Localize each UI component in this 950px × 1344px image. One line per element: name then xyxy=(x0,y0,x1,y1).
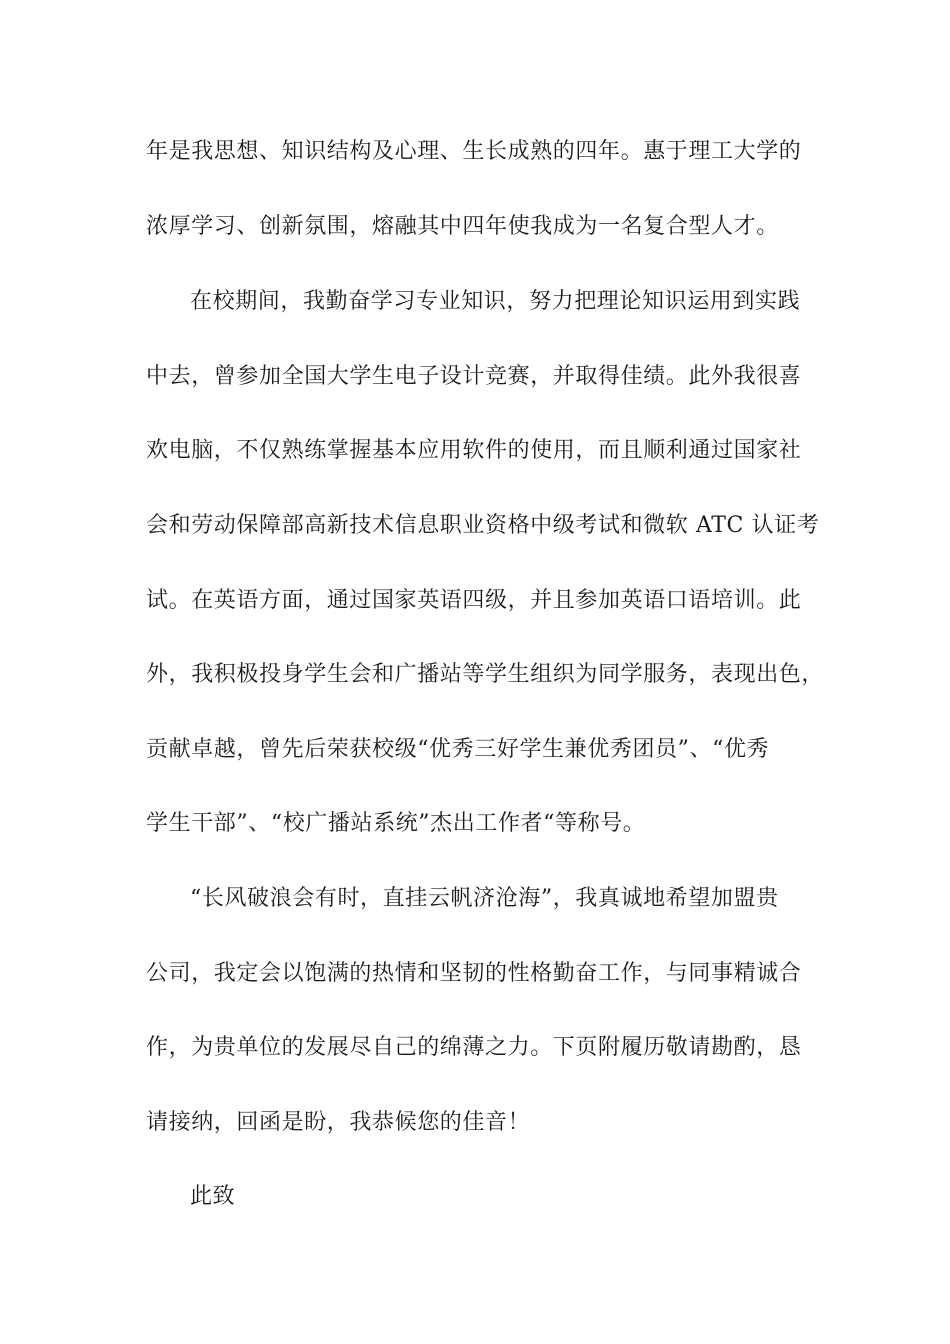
text-line: 贡献卓越，曾先后荣获校级“优秀三好学生兼优秀团员”、“优秀 xyxy=(146,737,770,762)
text-line: 请接纳，回函是盼，我恭候您的佳音！ xyxy=(146,1110,531,1135)
text-line: 学生干部”、“校广播站系统”杰出工作者“等称号。 xyxy=(146,811,646,836)
text-line: 会和劳动保障部高新技术信息职业资格中级考试和微软 ATC 认证考 xyxy=(146,513,820,538)
closing-line: 此致 xyxy=(190,1184,236,1209)
paragraph-start-line: 在校期间，我勤奋学习专业知识，努力把理论知识运用到实践 xyxy=(190,289,801,314)
text-line: 浓厚学习、创新氛围，熔融其中四年使我成为一名复合型人才。 xyxy=(146,214,779,239)
text-line: 年是我思想、知识结构及心理、生长成熟的四年。惠于理工大学的 xyxy=(146,139,802,164)
text-line: 作，为贵单位的发展尽自己的绵薄之力。下页附履历敬请勘酌，恳 xyxy=(146,1035,802,1060)
text-line: 试。在英语方面，通过国家英语四级，并且参加英语口语培训。此 xyxy=(146,588,802,613)
text-line: 欢电脑，不仅熟练掌握基本应用软件的使用，而且顺利通过国家社 xyxy=(146,438,802,463)
text-line: 中去，曾参加全国大学生电子设计竞赛，并取得佳绩。此外我很喜 xyxy=(146,364,802,389)
text-line: 公司，我定会以饱满的热情和坚韧的性格勤奋工作，与同事精诚合 xyxy=(146,961,802,986)
text-line: 外，我积极投身学生会和广播站等学生组织为同学服务，表现出色， xyxy=(146,662,825,687)
paragraph-start-line: “长风破浪会有时，直挂云帆济沧海”，我真诚地希望加盟贵 xyxy=(190,886,779,911)
